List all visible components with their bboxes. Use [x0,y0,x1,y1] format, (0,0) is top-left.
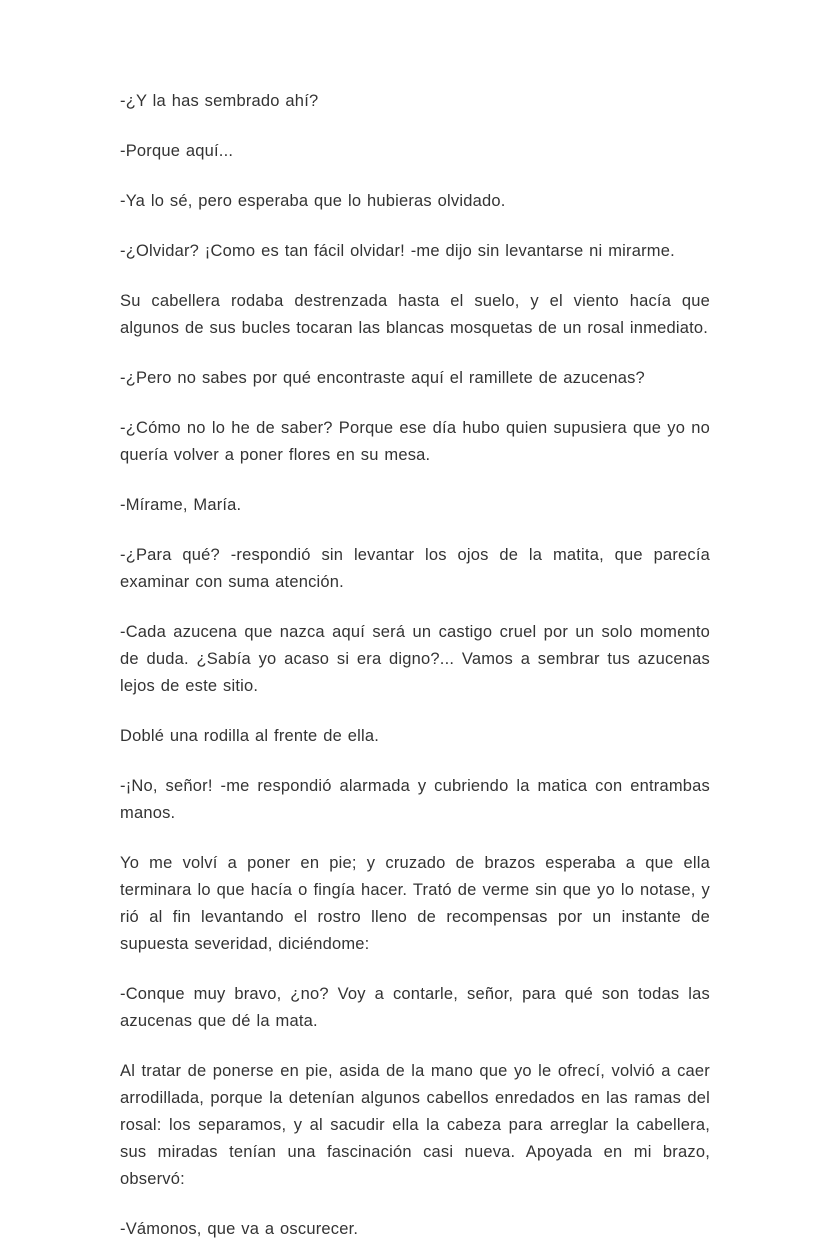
paragraph: -¿Cómo no lo he de saber? Porque ese día hubo quien supusiera que yo no quería volver a poner flores en su mesa. [120,419,710,464]
paragraph: -Porque aquí... [120,142,234,160]
paragraph: Al tratar de ponerse en pie, asida de la mano que yo le ofrecí, volvió a caer arrodillada, porque la detenían algunos cabellos enredados en las ramas del rosal: los separamos, y al sacudir ella la cabeza para arreglar la cabellera, sus miradas tenían una fascinación casi nueva. Apoyada en mi brazo, observó: [120,1062,710,1188]
paragraph: Yo me volví a poner en pie; y cruzado de brazos esperaba a que ella terminara lo que hacía o fingía hacer. Trató de verme sin que yo lo notase, y rió al fin levantando el rostro lleno de recompensas por un instante de supuesta severidad, diciéndome: [120,854,710,953]
paragraph: Doblé una rodilla al frente de ella. [120,727,380,745]
paragraph: -¿Para qué? -respondió sin levantar los ojos de la matita, que parecía examinar con suma atención. [120,546,710,591]
paragraph: -Mírame, María. [120,496,242,514]
paragraph: -¡No, señor! -me respondió alarmada y cubriendo la matica con entrambas manos. [120,777,710,822]
paragraph: -¿Pero no sabes por qué encontraste aquí el ramillete de azucenas? [120,369,645,387]
paragraph: Su cabellera rodaba destrenzada hasta el suelo, y el viento hacía que algunos de sus bucles tocaran las blancas mosquetas de un rosal inmediato. [120,292,710,337]
paragraph: -Cada azucena que nazca aquí será un castigo cruel por un solo momento de duda. ¿Sabía yo acaso si era digno?... Vamos a sembrar tus azucenas lejos de este sitio. [120,623,710,695]
paragraph: -Vámonos, que va a oscurecer. [120,1220,359,1238]
paragraph: -Ya lo sé, pero esperaba que lo hubieras olvidado. [120,192,506,210]
paragraph: -¿Olvidar? ¡Como es tan fácil olvidar! -me dijo sin levantarse ni mirarme. [120,242,675,260]
paragraph: -¿Y la has sembrado ahí? [120,92,319,110]
paragraph: -Conque muy bravo, ¿no? Voy a contarle, señor, para qué son todas las azucenas que dé la mata. [120,985,710,1030]
